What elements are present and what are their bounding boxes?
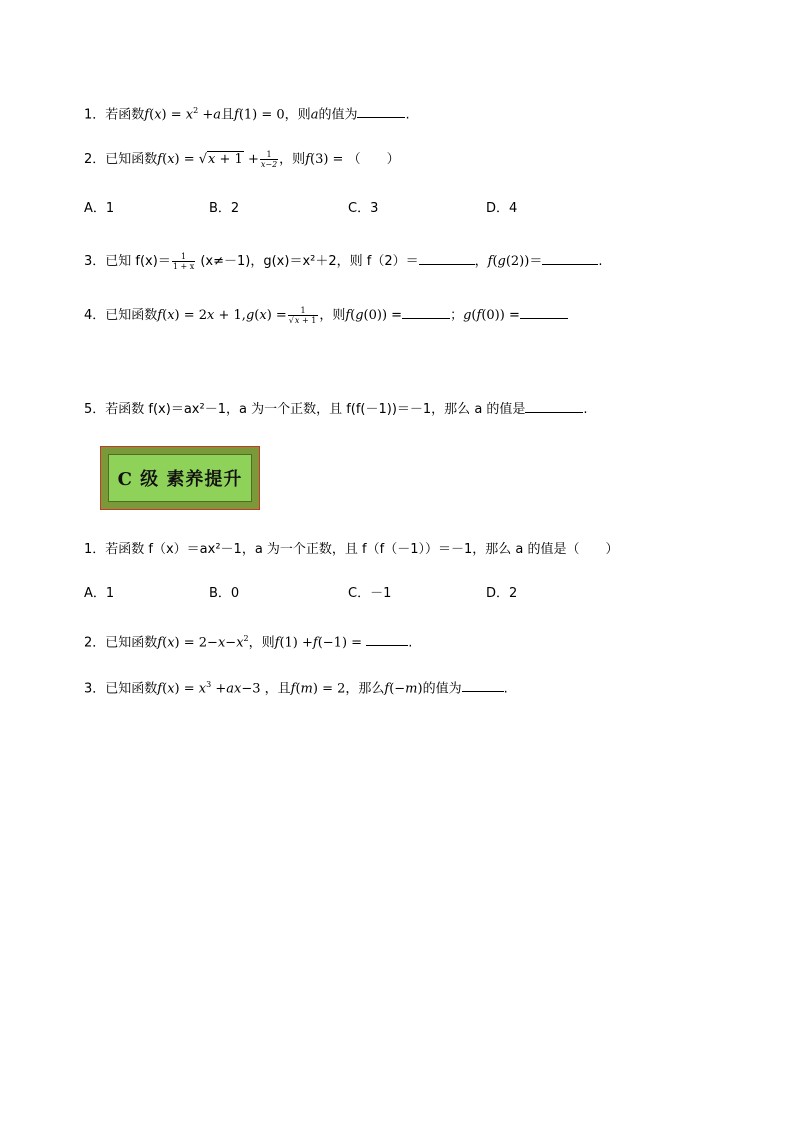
answer-blank[interactable] (419, 250, 475, 265)
math-expression: g (463, 308, 472, 323)
question-text: 的值为 (422, 681, 462, 697)
math-expression: f (312, 635, 318, 651)
math-expression: + (198, 107, 214, 123)
question-text: ； (450, 308, 464, 323)
question-text: ， (474, 254, 488, 269)
option-d[interactable]: D．2 (486, 586, 518, 601)
math-expression: x (198, 681, 207, 697)
math-expression: (− (389, 681, 406, 697)
math-expression: a (213, 107, 221, 123)
punctuation: . (583, 402, 588, 417)
math-expression: ( (295, 681, 301, 697)
math-expression: x (167, 635, 175, 651)
math-expression: x (167, 308, 175, 323)
question-text: ，则 (248, 635, 275, 651)
question-number: 2． (84, 635, 106, 651)
math-expression: f (384, 681, 390, 697)
question-b4 (84, 304, 568, 326)
math-expression: ( (471, 308, 477, 323)
math-expression: ( (162, 681, 168, 697)
math-expression: ) = (174, 681, 199, 697)
math-expression: x (167, 152, 175, 167)
question-text: 若函数 f(x)＝ax²－1，a 为一个正数，且 f(f(－1))＝－1，那么 a 的值是 (105, 402, 526, 417)
question-text: 已知函数 (105, 681, 158, 697)
math-expression: f (305, 152, 310, 167)
fraction: $\frac{1}{√x + 1}$ (288, 306, 317, 325)
question-text: 若函数 (105, 107, 145, 123)
question-text: 已知函数 (105, 635, 158, 651)
question-text: ，则 (279, 152, 306, 167)
math-expression: + (243, 152, 259, 167)
math-expression: ( (350, 308, 356, 323)
math-expression: + (211, 681, 227, 697)
option-d[interactable]: D．4 (486, 201, 518, 216)
math-expression: (−1) = (317, 635, 367, 651)
option-a[interactable]: A．1 (84, 586, 115, 601)
punctuation: . (405, 107, 410, 123)
math-expression: + 1, (214, 308, 246, 323)
question-number: 4． (84, 308, 106, 323)
math-expression: (0)) (481, 308, 509, 323)
math-expression: f (157, 152, 163, 167)
math-expression: 2 (243, 634, 249, 643)
question-number: 1． (84, 107, 106, 123)
math-expression: g (355, 308, 364, 323)
math-expression: − (225, 635, 237, 651)
question-number: 5． (84, 402, 106, 417)
option-a[interactable]: A．1 (84, 201, 115, 216)
question-text: (x≠－1)，g(x)＝x²＋2，则 f（2）＝ (200, 254, 419, 269)
answer-blank[interactable] (462, 677, 504, 692)
math-expression: 3 (206, 680, 212, 689)
question-b5 (84, 398, 588, 420)
question-text: （ ） (347, 152, 400, 167)
math-expression: (3) = (310, 152, 348, 167)
option-c[interactable]: C．3 (348, 201, 379, 216)
option-b[interactable]: B．2 (209, 201, 240, 216)
math-expression: ( (492, 254, 498, 269)
option-c[interactable]: C．－1 (348, 586, 392, 601)
question-text: ＝ (529, 254, 543, 269)
fraction: $\frac{1}{1 + x}$ (172, 252, 195, 271)
question-b2 (84, 150, 400, 170)
answer-blank[interactable] (525, 398, 583, 413)
math-expression: x + 1 (208, 152, 243, 167)
math-expression: ) = (266, 308, 287, 323)
math-expression: ) (417, 681, 423, 697)
math-expression: f (487, 254, 493, 269)
math-expression: ) = 2 (174, 308, 208, 323)
math-expression: m (405, 681, 418, 697)
math-expression: ) = 2− (174, 635, 218, 651)
math-expression: g (245, 308, 255, 323)
math-expression: x (259, 308, 267, 323)
punctuation: . (408, 635, 413, 651)
math-expression: (2)) (505, 254, 530, 269)
math-expression: x (236, 635, 244, 651)
question-text: 已知 f(x)＝ (105, 254, 171, 269)
answer-blank[interactable] (357, 103, 405, 118)
math-expression: (1) = 0 (238, 107, 285, 123)
question-text: = (508, 308, 520, 323)
math-expression: ) = 2 (312, 681, 346, 697)
math-expression: x (207, 308, 215, 323)
question-c1 (84, 540, 618, 560)
section-badge-label: C 级 素养提升 (108, 454, 252, 502)
question-number: 2． (84, 152, 106, 167)
math-expression: x (217, 635, 226, 651)
math-expression: −3 (241, 681, 265, 697)
math-expression: f (476, 308, 482, 323)
math-expression: f (290, 681, 296, 697)
math-expression: x (154, 107, 162, 123)
math-expression: f (157, 681, 163, 697)
math-expression: f (157, 308, 163, 323)
question-number: 3． (84, 681, 106, 697)
question-text: 已知函数 (105, 308, 158, 323)
math-expression: ) = (161, 107, 186, 123)
question-text: ，且 (264, 681, 291, 697)
math-expression: g (497, 254, 506, 269)
question-c3 (84, 675, 508, 699)
question-c2 (84, 629, 412, 653)
question-text: 已知函数 (105, 152, 158, 167)
question-text: 的值为 (318, 107, 358, 123)
math-expression: f (157, 635, 163, 651)
math-expression: ( (162, 635, 168, 651)
question-text: 且 (221, 107, 235, 123)
section-badge (100, 446, 260, 510)
question-b3 (84, 250, 603, 272)
question-text: = (391, 308, 403, 323)
option-b[interactable]: B．0 (209, 586, 240, 601)
math-expression: f (234, 107, 239, 123)
math-expression: a (310, 107, 319, 123)
math-expression: ax (226, 681, 242, 697)
math-expression: (0)) (363, 308, 392, 323)
math-expression: f (274, 635, 280, 651)
question-text: ，则 (319, 308, 346, 323)
math-expression: x (167, 681, 175, 697)
question-number: 1． (84, 542, 106, 557)
fraction: $\frac{1}{x-2}$ (260, 150, 278, 169)
question-text: ，则 (284, 107, 311, 123)
math-expression: ( (162, 308, 168, 323)
math-expression: m (300, 681, 313, 697)
answer-blank[interactable] (402, 304, 450, 319)
math-expression: ( (254, 308, 260, 323)
punctuation: . (598, 254, 603, 269)
question-text: 若函数 f（x）＝ax²－1，a 为一个正数，且 f（f（－1））＝－1，那么 a 的值是（ ） (105, 542, 619, 557)
math-expression: f (345, 308, 351, 323)
question-text: ，那么 (345, 681, 385, 697)
question-number: 3． (84, 254, 106, 269)
math-expression: ) = √ (174, 152, 208, 167)
answer-blank[interactable] (520, 304, 568, 319)
answer-blank[interactable] (366, 631, 408, 646)
math-expression: x (185, 107, 194, 123)
math-expression: ( (162, 152, 168, 167)
math-expression: 2 (193, 106, 199, 115)
punctuation: . (503, 681, 508, 697)
question-b1 (84, 101, 410, 125)
math-expression: f (144, 107, 150, 123)
math-expression: ( (149, 107, 155, 123)
math-expression: (1) + (279, 635, 313, 651)
answer-blank[interactable] (542, 250, 598, 265)
